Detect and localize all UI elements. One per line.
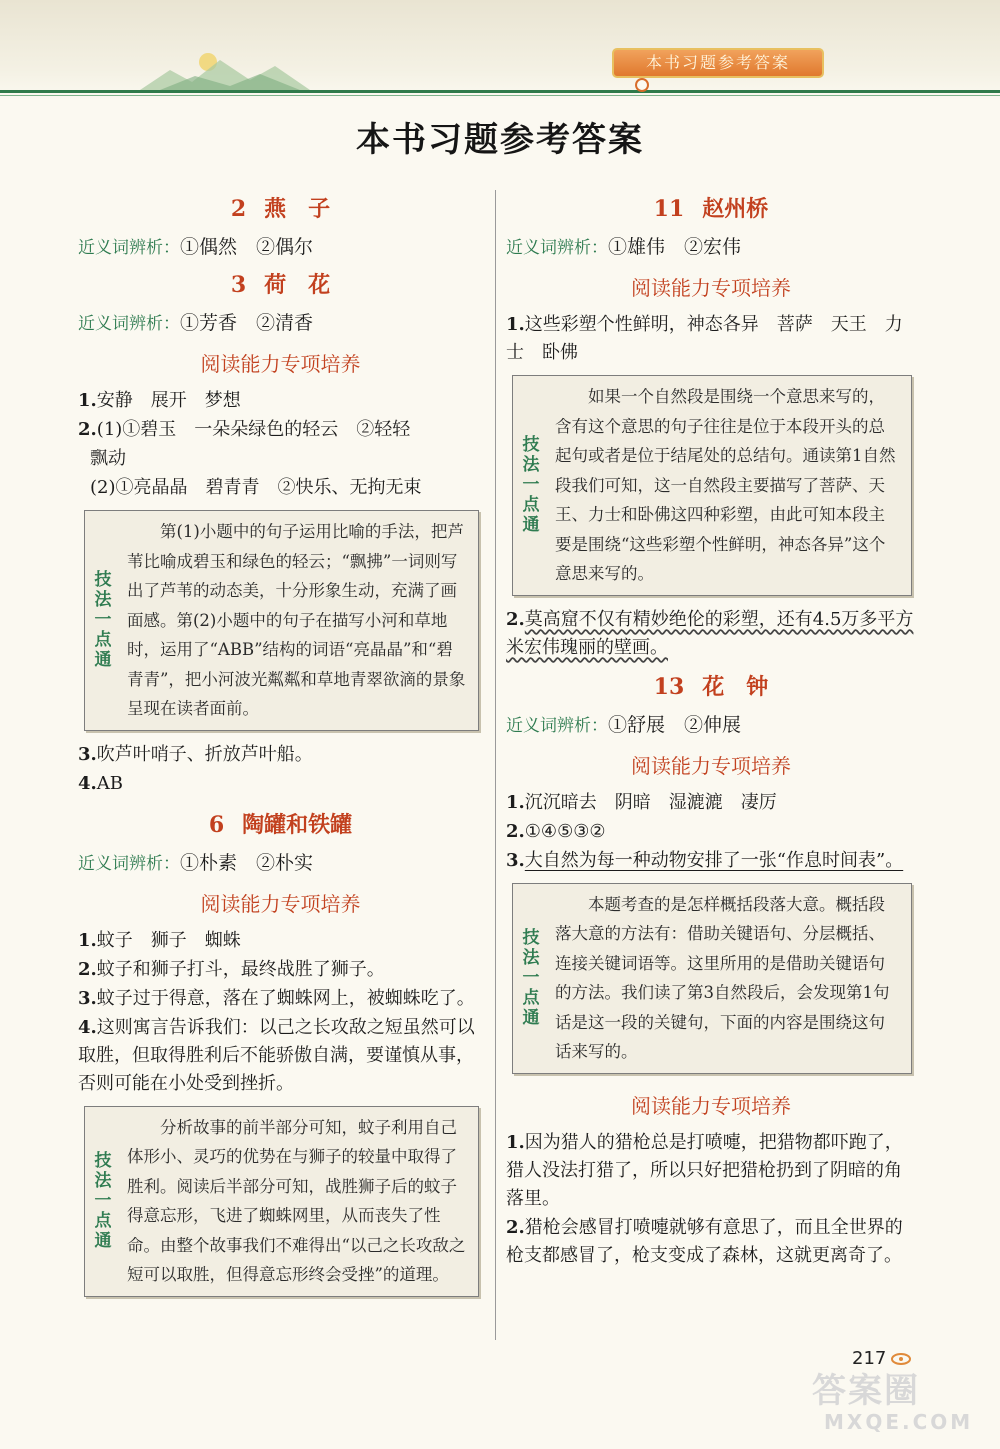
section-heading-reading: 阅读能力专项培养 bbox=[631, 1093, 791, 1118]
lesson-heading-3: 3 荷 花 bbox=[230, 272, 331, 298]
page-title: 本书习题参考答案 bbox=[356, 120, 644, 160]
answer-item: 2.猎枪会感冒打喷嚏就够有意思了，而且全世界的枪支都感冒了，枪支变成了森林，这就更离奇了。 bbox=[506, 1216, 903, 1266]
answer-item: 4.这则寓言告诉我们：以己之长攻敌之短虽然可以取胜，但取得胜利后不能骄傲自满，要谨慎从事，否则可能在小处受到挫折。 bbox=[78, 1016, 475, 1094]
answer-item-continued: (2)①亮晶晶 碧青青 ②快乐、无拘无束 bbox=[90, 477, 422, 498]
answer-item: 1.因为猎人的猎枪总是打喷嚏，把猎物都吓跑了，猎人没法打猎了，所以只好把猎枪扔到了阴暗的角落里。 bbox=[506, 1131, 903, 1209]
synonym-analysis: 近义词辨析：①舒展 ②伸展 bbox=[506, 713, 742, 736]
section-heading-reading: 阅读能力专项培养 bbox=[631, 276, 791, 300]
watermark: 答案圈 MXQE.COM bbox=[812, 1371, 974, 1434]
left-column bbox=[78, 190, 483, 1307]
lesson-heading-2: 2 燕 子 bbox=[230, 196, 331, 222]
section-heading-reading: 阅读能力专项培养 bbox=[631, 753, 791, 778]
technique-tip-text: 分析故事的前半部分可知，蚊子利用自己体形小、灵巧的优势在与狮子的较量中取得了胜利。阅读后半部分可知，战胜狮子后的蚊子得意忘形，飞进了蜘蛛网里，从而丧失了性命。由整个故事我们不难得出“以己之长攻敌之短可以取胜，但得意忘形终会受挫”的道理。 bbox=[127, 1117, 466, 1284]
technique-tip-box bbox=[84, 510, 479, 731]
lesson-heading-11: 11 赵州桥 bbox=[653, 196, 769, 222]
technique-tip-label: 技 法 一 点 通 bbox=[522, 928, 540, 1028]
synonym-analysis: 近义词辨析：①雄伟 ②宏伟 bbox=[506, 236, 742, 258]
header-rule bbox=[0, 90, 1000, 93]
technique-tip-box bbox=[512, 375, 912, 596]
answer-item: 4.AB bbox=[78, 772, 124, 794]
technique-tip-box bbox=[512, 883, 912, 1074]
technique-tip-text: 本题考查的是怎样概括段落大意。概括段落大意的方法有：借助关键语句、分层概括、连接关键词语等。这里所用的是借助关键语句的方法。我们读了第3自然段后，会发现第1句话是这一段的关键句，下面的内容是围绕这句话来写的。 bbox=[555, 894, 890, 1061]
section-heading-reading: 阅读能力专项培养 bbox=[200, 891, 361, 916]
answer-item-continued: 飘动 bbox=[90, 448, 126, 469]
answer-item: 2.(1)①碧玉 一朵朵绿色的轻云 ②轻轻 bbox=[78, 419, 411, 440]
answer-item: 3.蚊子过于得意，落在了蜘蛛网上，被蜘蛛吃了。 bbox=[78, 987, 475, 1009]
flower-ornament-icon bbox=[890, 1352, 912, 1366]
technique-tip-text: 第(1)小题中的句子运用比喻的手法，把芦苇比喻成碧玉和绿色的轻云；“飘拂”一词则写出了芦苇的动态美，十分形象生动，充满了画面感。第(2)小题中的句子在描写小河和草地时，运用了“ABB”结构的词语“亮晶晶”和“碧青青”，把小河波光粼粼和草地青翠欲滴的景象呈现在读者面前。 bbox=[127, 522, 466, 718]
page-number: 217 bbox=[852, 1348, 887, 1369]
right-column bbox=[506, 190, 916, 1271]
section-heading-reading: 阅读能力专项培养 bbox=[200, 352, 361, 376]
column-divider bbox=[495, 190, 496, 1340]
answer-item: 1.安静 展开 梦想 bbox=[78, 390, 241, 411]
answer-item: 2.①④⑤③② bbox=[506, 820, 606, 842]
tag-ring-icon bbox=[635, 78, 649, 92]
answer-item: 2.莫高窟不仅有精妙绝伦的彩塑，还有4.5万多平方米宏伟瑰丽的壁画。 bbox=[506, 608, 914, 658]
synonym-analysis: 近义词辨析：①朴素 ②朴实 bbox=[78, 851, 314, 874]
lesson-heading-13: 13 花 钟 bbox=[653, 673, 769, 700]
answer-item: 1.沉沉暗去 阴暗 湿漉漉 凄厉 bbox=[506, 791, 777, 813]
answer-item: 2.蚊子和狮子打斗，最终战胜了狮子。 bbox=[78, 958, 385, 980]
synonym-analysis: 近义词辨析：①芳香 ②清香 bbox=[78, 312, 314, 334]
technique-tip-label: 技 法 一 点 通 bbox=[522, 435, 540, 536]
mountain-scenery-icon bbox=[140, 40, 310, 90]
header-rule-thin bbox=[0, 95, 1000, 96]
technique-tip-box bbox=[84, 1106, 479, 1297]
technique-tip-text: 如果一个自然段是围绕一个意思来写的，含有这个意思的句子往往是位于本段开头的总起句或者是位于结尾处的总结句。通读第1自然段我们可知，这一自然段主要描写了菩萨、天王、力士和卧佛这四种彩塑，由此可知本段主要是围绕“这些彩塑个性鲜明，神态各异”这个意思来写的。 bbox=[555, 387, 896, 583]
technique-tip-label: 技 法 一 点 通 bbox=[94, 570, 112, 671]
answer-item: 3.吹芦叶哨子、折放芦叶船。 bbox=[78, 743, 313, 765]
technique-tip-label: 技 法 一 点 通 bbox=[94, 1151, 112, 1251]
synonym-analysis: 近义词辨析：①偶然 ②偶尔 bbox=[78, 236, 314, 258]
answer-item: 3.大自然为每一种动物安排了一张“作息时间表”。 bbox=[506, 849, 904, 871]
answer-item: 1.蚊子 狮子 蜘蛛 bbox=[78, 929, 241, 951]
answer-item: 1.这些彩塑个性鲜明，神态各异 菩萨 天王 力士 卧佛 bbox=[506, 314, 903, 363]
header-section-tag: 本书习题参考答案 bbox=[612, 48, 824, 78]
lesson-heading-6: 6 陶罐和铁罐 bbox=[208, 811, 353, 838]
